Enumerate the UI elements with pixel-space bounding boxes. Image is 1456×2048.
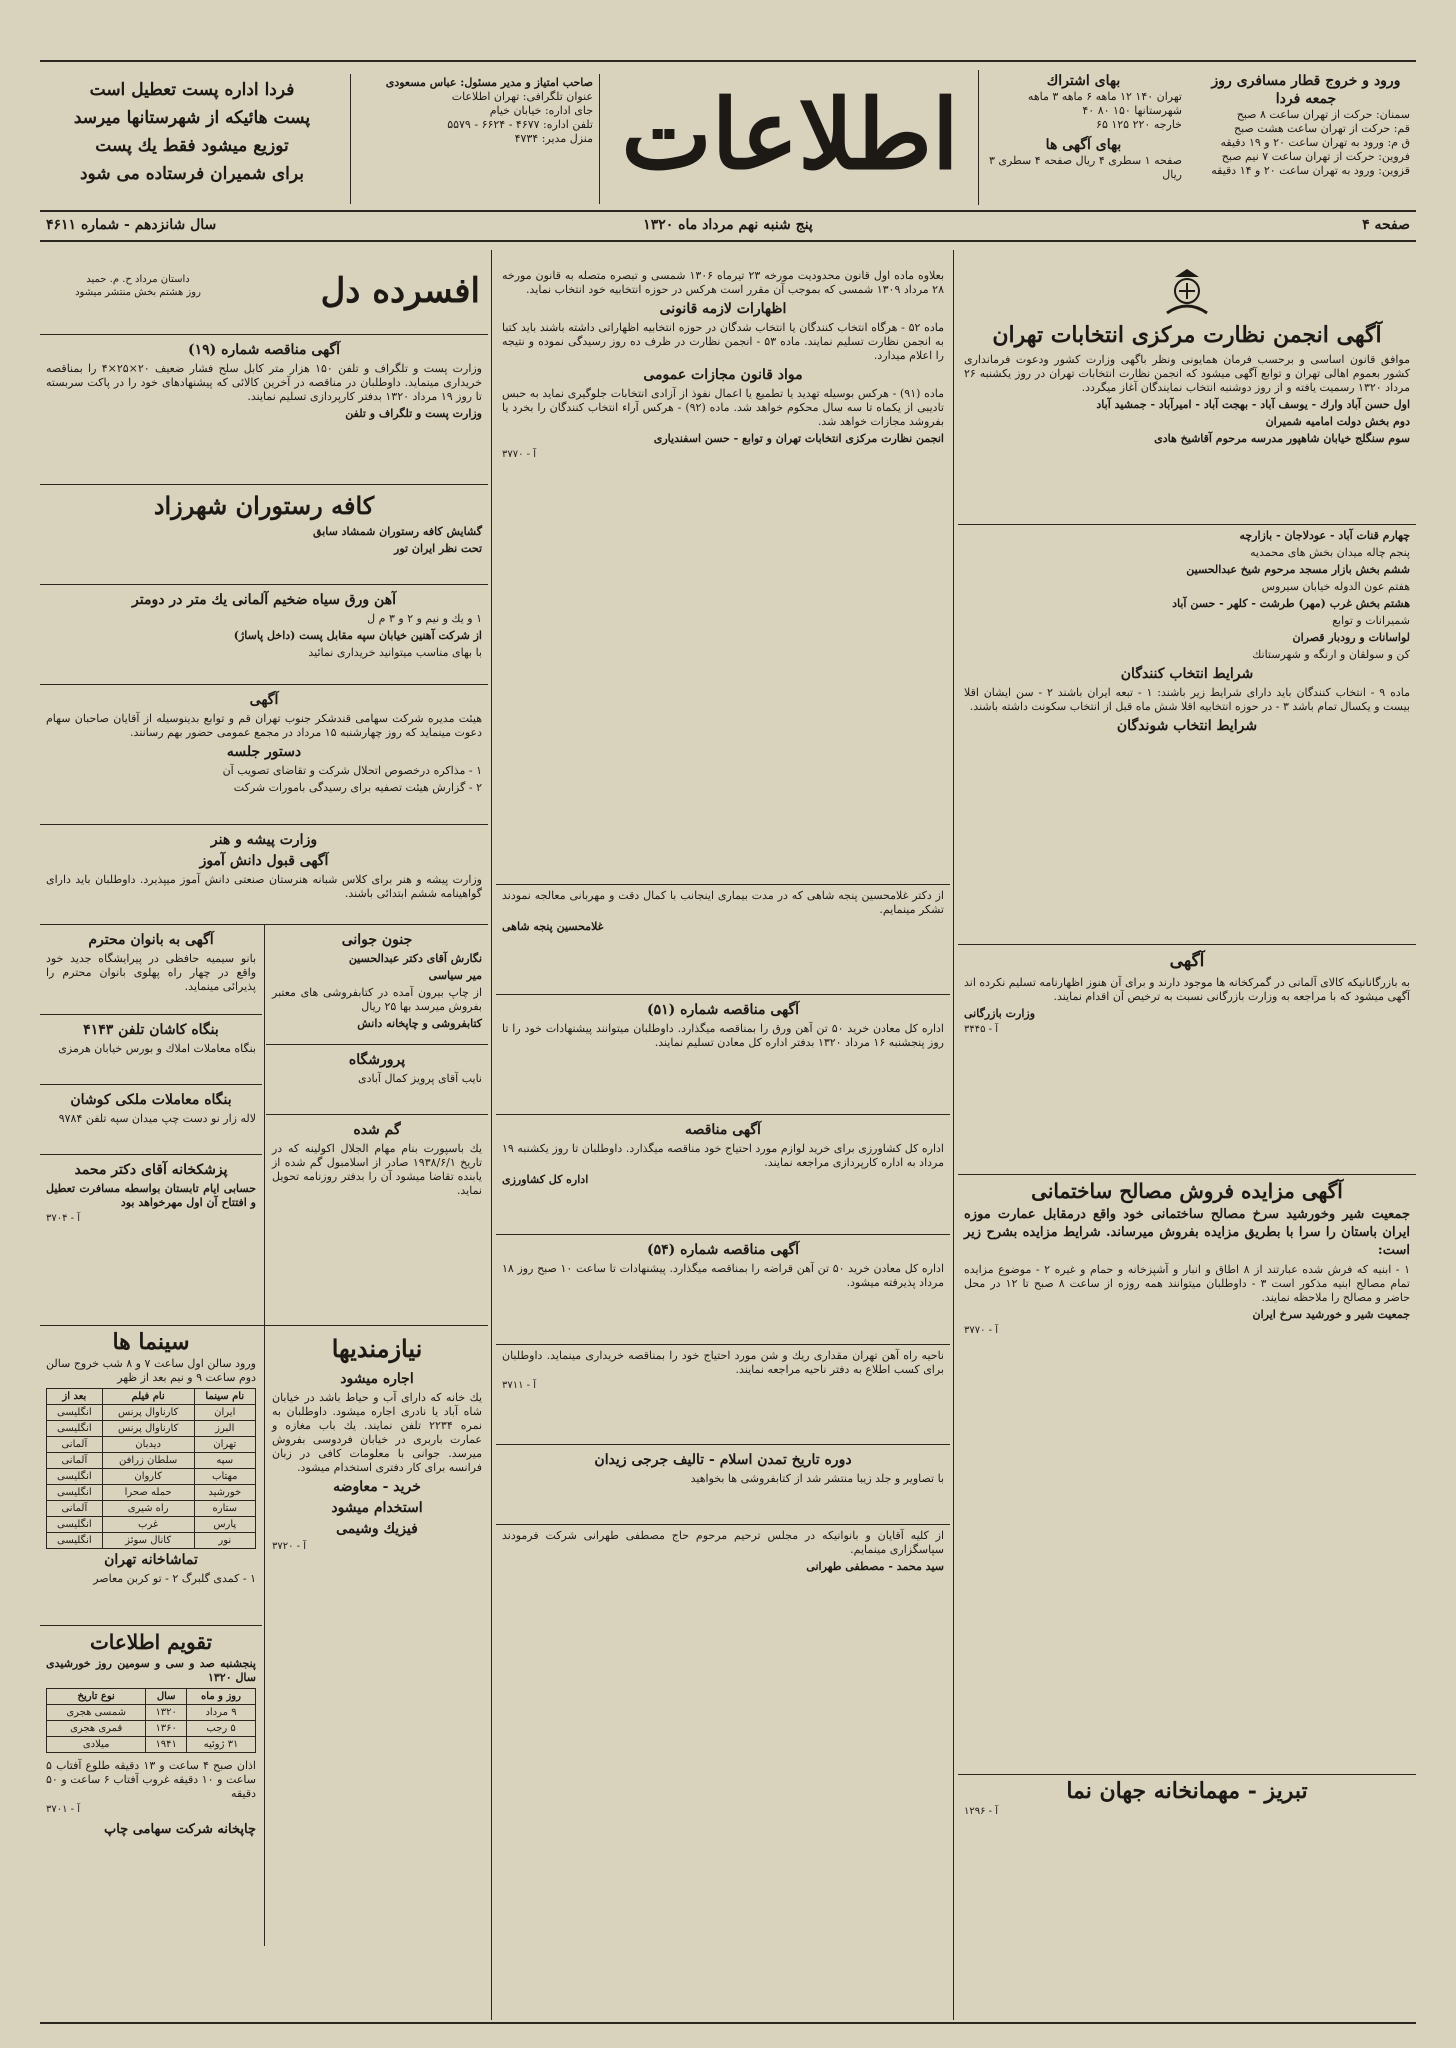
owner-line: صاحب امتیاز و مدیر مسئول: عباس مسعودی [385, 76, 593, 89]
sun-times: اذان صبح ۴ ساعت و ۱۳ دقیقه طلوع آفتاب ۵ ساعت و ۱۰ دقیقه غروب آفتاب ۶ ساعت و ۵۰ دقیقه [46, 1759, 256, 1800]
table-row [47, 1389, 256, 1405]
book-text: با تصاویر و جلد زیبا منتشر شد از کتابفروشی ها بخواهید [690, 1472, 944, 1485]
ads-price-row: صفحه ۱ سطری ۴ ریال صفحه ۴ سطری ۳ ریال [988, 154, 1182, 181]
column-rule [953, 250, 954, 2020]
tender-title: آگهی مناقصه شماره (۱۹) [187, 342, 341, 358]
needs-text: یك خانه که دارای آب و حیاط باشد در خیابان شاه آباد یا نادری اجاره میشود. داوطلبان به نمره ۲۲۳۴ تلفن نمایند. یك باب مغازه و عمارت باربری در خیابان فردوسی بفروش میرسد. جوانی با معلومات کافی در زبان فرانسه برای کار دفتری استخدام میشود. [272, 1391, 483, 1474]
needs-section [266, 1326, 488, 1946]
iron-text: ۱ و یك و نیم و ۲ و ۳ م ل [367, 612, 482, 625]
district: لواسانات و رودبار قصران [1292, 631, 1410, 644]
column-rule [264, 925, 265, 1325]
post-notice-line: توزیع میشود فقط یك پست [95, 136, 289, 156]
tender-title: آگهی مناقصه [685, 1122, 761, 1138]
iron-text: از شرکت آهنین خیابان سپه مقابل پست (داخل پاساژ) [233, 629, 482, 642]
lost-title: گم شده [353, 1122, 401, 1138]
needs-section-title: خرید - معاوضه [333, 1479, 421, 1495]
district: ششم بخش بازار مسجد مرحوم شیخ عبدالحسین [1186, 563, 1410, 576]
small-ads-left [40, 925, 262, 1325]
train-schedule [1196, 70, 1416, 205]
table-cell: انگلیسی [47, 1533, 103, 1549]
table-cell: کانال سوئز [102, 1533, 194, 1549]
cinema-table [46, 1388, 256, 1549]
table-row [47, 1533, 256, 1549]
owner-line: منزل مدیر: ۴۷۳۴ [514, 132, 593, 145]
table-cell: انگلیسی [47, 1421, 103, 1437]
printer-footer: چاپخانه شرکت سهامی چاپ [103, 1822, 256, 1837]
iron-ad [40, 585, 488, 685]
shareholders-title: آگهی [249, 692, 279, 708]
tender-text: اداره کل کشاورزی برای خرید لوازم مورد احتیاج خود مناقصه میگذارد. داوطلبان تا روز یکشنبه ۱۹ مرداد به اداره کارپردازی مراجعه نمایند. [502, 1142, 944, 1169]
book-title: دوره تاریخ تمدن اسلام - تالیف جرجی زیدان [594, 1452, 852, 1468]
district: سوم سنگلج خیابان شاهپور مدرسه مرحوم آقاشیخ هادی [1154, 432, 1410, 445]
table-row [47, 1469, 256, 1485]
masthead-title-area [604, 68, 976, 208]
women-ad [40, 925, 262, 1015]
cafe-sub: گشایش کافه رستوران شمشاد سابق [313, 525, 482, 538]
district: هفتم عون الدوله خیابان سیروس [1261, 580, 1410, 593]
admission-title: آگهی قبول دانش آموز [199, 853, 329, 869]
train-row: قم: حرکت از تهران ساعت هشت صبح [1234, 122, 1410, 135]
small-ads-area [40, 925, 488, 1326]
auction-sign: جمعیت شیر و خورشید سرخ ایران [1252, 1308, 1410, 1321]
table-row [47, 1437, 256, 1453]
classifieds-area [40, 1326, 488, 1946]
lost-text: یك باسپورت بنام مهام الجلال اکولینه که در تاریخ ۱۹۳۸/۶/۱ صادر از اسلامبول گم شده از یابنده تقاضا میشود آن را بدفتر روزنامه تحویل نماید. [272, 1142, 483, 1197]
cinema-title: سینما ها [112, 1329, 190, 1355]
table-row [47, 1721, 256, 1737]
agenda-item: ۱ - مذاکره درخصوص اتحلال شرکت و تقاضای تصویب آن [222, 764, 482, 777]
commerce-notice [958, 945, 1416, 1175]
tender-text: وزارت پست و تلگراف و تلفن ۱۵۰ هزار متر کابل سلح فشار ضعیف ۲۰×۲۵×۴ را بمناقصه خریداری مینماید. داوطلبان در مناقصه در آخرین کالائی که پیشنهادهای خود را در پاکت سربسته تا روز ۱۹ مرداد ۱۳۲۰ بدفتر کارپردازی تسلیم نمایند. [46, 362, 482, 403]
lost-ad [266, 1115, 488, 1325]
table-cell: ۹ مرداد [187, 1705, 256, 1721]
column-rule [264, 1326, 265, 1946]
subscription-row: خارجه ۲۲۰ ۱۲۵ ۶۵ [1096, 118, 1182, 131]
serial-sub: داستان مرداد ح. م. حمید [86, 274, 190, 285]
cinema-section [40, 1326, 262, 1946]
thanks-notice [496, 885, 950, 995]
election-title: آگهی انجمن نظارت مرکزی انتخابات تهران [992, 322, 1382, 348]
owner-line: جای اداره: خیابان خیام [489, 104, 593, 117]
commerce-notice-title: آگهی [1169, 951, 1205, 971]
issue-date: پنج شنبه نهم مرداد ماه ۱۳۲۰ [643, 217, 813, 233]
table-cell: مهتاب [194, 1469, 255, 1485]
table-header: نوع تاریخ [47, 1689, 146, 1705]
election-notice [958, 265, 1416, 525]
table-cell: سلطان زرافن [102, 1453, 194, 1469]
doctor-ad [40, 1155, 262, 1325]
district: هشتم بخش غرب (مهر) طرشت - کلهر - حسن آباد [1172, 597, 1410, 610]
commerce-notice-text: به بازرگانانیکه کالای آلمانی در گمرکخانه ها موجود دارند و برای آن هنوز اظهارنامه تسلیم نکرده اند آگهی میشود که با مراجعه به وزارت بازرگانی نسبت به ترخیص آن اقدام نمایند. [964, 976, 1410, 1003]
voter-rules-title: شرایط انتخاب کنندگان [1120, 666, 1254, 682]
dateline-bottom-rule [40, 240, 1416, 242]
table-cell: آلمانی [47, 1501, 103, 1517]
agenda-title: دستور جلسه [226, 744, 302, 760]
table-row [47, 1689, 256, 1705]
section-text: ماده ۵۲ - هرگاه انتخاب کنندگان یا انتخاب شدگان در حوزه انتخابیه اظهاراتی داشته باشند باید کتبا به انجمن نظارت تسلیم نمایند. ماده ۵۳ - انجمن نظارت در ظرف ده روز رسیدگی نموده و نتیجه را اعلام میدارد. [502, 321, 944, 362]
table-row [47, 1405, 256, 1421]
district: چهارم قنات آباد - عودلاجان - بازارچه [1239, 529, 1410, 542]
table-header: روز و ماه [187, 1689, 256, 1705]
women-title: آگهی به بانوان محترم [88, 932, 214, 948]
ad-reference: آ - ۳۴۴۵ [964, 1024, 998, 1035]
table-cell: دیدبان [102, 1437, 194, 1453]
table-cell: انگلیسی [47, 1517, 103, 1533]
district: اول حسن آباد وارك - یوسف آباد - بهجت آباد - امیرآباد - جمشید آباد [1096, 398, 1410, 411]
needs-title: نیازمندیها [331, 1334, 423, 1363]
table-cell: انگلیسی [47, 1469, 103, 1485]
table-cell: انگلیسی [47, 1405, 103, 1421]
auction-subtitle: جمعیت شیر وخورشید سرخ مصالح ساختمانی خود واقع درمقابل عمارت موزه ایران باستان را سرا با بطریق مزایده بفروش میرساند. شرایط مزایده بشرح زیر است: [964, 1207, 1410, 1258]
section-title: اظهارات لازمه قانونی [659, 301, 787, 317]
ad-reference: آ - ۱۲۹۶ [964, 1806, 998, 1817]
shareholders-text: هیئت مدیره شرکت سهامی قندشکر جنوب تهران قم و توابع بدینوسیله از آقایان صاحبان سهام دعوت مینماید که روز چهارشنبه ۱۵ مرداد در مجمع عمومی حضور بهم رسانند. [46, 712, 482, 739]
hotel-name: تبریز - مهمانخانه جهان نما [1066, 1778, 1308, 1804]
auction-text: ۱ - ابنیه که فرش شده عبارتند از ۸ اطاق و انبار و آشپزخانه و حمام و غیره ۲ - موضوع مزایده تمام مصالح ابنیه مذکور است ۳ - داوطلبان میتوانند همه روزه از ساعت ۸ صبح تا ۱۲ در محل حاضر و مصالح را ملاحظه نمایند. [964, 1263, 1411, 1304]
madness-store: کتابفروشی و چاپخانه دانش [357, 1017, 482, 1030]
table-row [47, 1421, 256, 1437]
district: شمیرانات و توابع [1332, 614, 1410, 627]
serial-story [40, 265, 488, 335]
women-text: بانو سیمیه حافظی در پیرایشگاه جدید خود واقع در چهار راه پهلوی بانوان محترم را پذیرائی مینماید. [46, 952, 256, 993]
voter-rules-text: ماده ۹ - انتخاب کنندگان باید دارای شرایط زیر باشند: ۱ - تبعه ایران باشند ۲ - سن ایشان اقلا بیست و یکسال تمام باشد ۳ - در حوزه انتخابیه اقلا شش ماه قبل از انتخاب سکونت داشته باشند. [964, 686, 1410, 713]
deals-text: لاله زار نو دست چپ میدان سپه تلفن ۹۷۸۴ [58, 1112, 256, 1125]
table-cell: کارناوال پرنس [102, 1421, 194, 1437]
table-cell: ایران [194, 1405, 255, 1421]
candidate-rules-title: شرایط انتخاب شوندگان [1116, 718, 1258, 734]
rental-text: نایب آقای پرویز کمال آبادی [357, 1072, 482, 1085]
table-header: نام فیلم [102, 1389, 194, 1405]
table-row [47, 1517, 256, 1533]
calendar-sub: پنجشنبه صد و سی و سومین روز خورشیدی سال ۱۳۲۰ [46, 1657, 256, 1684]
book-ad [496, 1445, 950, 1525]
table-cell: راه شیری [102, 1501, 194, 1517]
ad-reference: آ - ۳۷۲۰ [272, 1541, 306, 1552]
table-cell: ۱۳۶۰ [146, 1721, 187, 1737]
tender-sign: اداره کل کشاورزی [502, 1173, 589, 1186]
page-number: صفحه ۴ [1362, 217, 1410, 233]
tender-54 [496, 1235, 950, 1345]
column-rule [491, 250, 492, 2020]
ads-price-title: بهای آگهی ها [1045, 137, 1122, 153]
rental-ad [266, 1045, 488, 1115]
serial-title: افسرده دل [320, 271, 480, 311]
table-cell: خورشید [194, 1485, 255, 1501]
district: دوم بخش دولت امامیه شمیران [1265, 415, 1410, 428]
madness-desc: از چاپ بیرون آمده در کتابفروشی های معتبر بفروش میرسد بها ۲۵ ریال [272, 986, 482, 1013]
table-header: سال [146, 1689, 187, 1705]
mourning-text: از کلیه آقایان و بانوانیکه در مجلس ترحیم مرحوم حاج مصطفی طهرانی شرکت فرمودند سپاسگزاری مینمایم. [502, 1529, 944, 1556]
madness-title: جنون جوانی [341, 932, 413, 948]
train-row: سمنان: حرکت از تهران ساعت ۸ صبح [1236, 108, 1410, 121]
ministry-title: وزارت پیشه و هنر [210, 832, 318, 848]
iron-text: با بهای مناسب میتوانید خریداری نمائید [308, 646, 482, 659]
ad-reference: آ - ۳۷۰۴ [46, 1213, 80, 1224]
table-cell: سپه [194, 1453, 255, 1469]
calendar-table [46, 1688, 256, 1753]
table-cell: کارناوال پرنس [102, 1405, 194, 1421]
owner-line: تلفن اداره: ۴۶۷۷ - ۶۶۲۴ - ۵۵۷۹ [447, 118, 593, 131]
column-right [958, 265, 1416, 2015]
calendar-section [40, 1626, 262, 1946]
railway-tender-text: ناحیه راه آهن تهران مقداری ریك و شن مورد احتیاج خود را بمناقصه خریداری مینماید. داوطلبان برای کسب اطلاع به دفتر ناحیه مراجعه نمایند. [502, 1349, 944, 1376]
thanks-text: از دکتر غلامحسین پنجه شاهی که در مدت بیماری اینجانب با کمال دقت و مهربانی معالجه نمودند تشکر مینمایم. [502, 889, 944, 916]
election-articles-text: بعلاوه ماده اول قانون محدودیت مورخه ۲۳ تیرماه ۱۳۰۶ شمسی و تبصره متصله به قانون مورخه ۲۸ مرداد ۱۳۰۹ شمسی که بموجب آن مقرر است هرکس در حوزه انتخابیه خود انتخاب نماید. [502, 269, 945, 296]
cinema-intro: ورود سالن اول ساعت ۷ و ۸ شب خروج سالن دوم ساعت ۹ و نیم بعد از ظهر [46, 1357, 256, 1384]
train-title: ورود و خروج قطار مسافری روز جمعه فردا [1211, 73, 1401, 107]
serial-sub: روز هشتم بخش منتشر میشود [75, 287, 201, 298]
section-text: ماده (۹۱) - هرکس بوسیله تهدید یا تطمیع یا اعمال نفوذ از آزادی انتخابات جلوگیری نماید به حبس تادیبی از یکماه تا سه سال محکوم خواهد شد. ماده (۹۲) - هرکس آراء انتخاب کنندگان را بخرد یا بفروشد مجازات خواهد شد. [502, 387, 944, 428]
tender-agriculture [496, 1115, 950, 1235]
tender-text: اداره کل معادن خرید ۵۰ تن آهن ورق را بمناقصه میگذارد. داوطلبان میتوانند پیشنهادات خود را تا روز پنجشنبه ۱۶ مرداد ۱۳۲۰ بدفتر اداره کل معادن تسلیم نمایند. [502, 1022, 944, 1049]
table-row [47, 1485, 256, 1501]
deals-ad [40, 1085, 262, 1155]
table-cell: البرز [194, 1421, 255, 1437]
table-header: نام سینما [194, 1389, 255, 1405]
auction-notice [958, 1175, 1416, 1775]
theater-title: تماشاخانه تهران [104, 1552, 198, 1568]
ad-reference: آ - ۳۷۷۰ [964, 1325, 998, 1336]
tender-title: آگهی مناقصه شماره (۵۱) [646, 1002, 800, 1018]
issue-number: سال شانزدهم - شماره ۴۶۱۱ [46, 217, 217, 233]
shareholders-notice [40, 685, 488, 825]
table-cell: قمری هجری [47, 1721, 146, 1737]
iron-title: آهن ورق سیاه ضخیم آلمانی یك متر در دومتر [132, 592, 396, 608]
subscription-row: تهران ۱۴۰ ۱۲ ماهه ۶ ماهه ۳ ماهه [1027, 90, 1182, 103]
subscription-box [978, 70, 1188, 205]
table-cell: کاروان [102, 1469, 194, 1485]
owner-info [350, 74, 600, 204]
train-row: قزوین: ورود به تهران ساعت ۲۰ و ۱۴ دقیقه [1211, 164, 1410, 177]
column-left [40, 265, 488, 2015]
table-row [47, 1453, 256, 1469]
bank-title: بنگاه کاشان تلفن ۴۱۴۳ [83, 1022, 219, 1038]
table-cell: پارس [194, 1517, 255, 1533]
newspaper-page [40, 60, 1416, 2025]
table-cell: آلمانی [47, 1437, 103, 1453]
ad-reference: آ - ۳۷۰۱ [46, 1804, 80, 1815]
cafe-title: کافه رستوران شهرزاد [153, 491, 375, 520]
newspaper-title: اطلاعات [621, 78, 959, 191]
election-intro: موافق قانون اساسی و برحسب فرمان همایونی ونظر باگهی وزارت کشور ودعوت فرمانداری کشور بعموم اهالی تهران و توابع آگهی میشود که انجمن نظارت انتخابات تهران در روز یکشنبه ۲۶ مرداد ۱۳۲۰ رسمیت یافته و از روز دوشنبه انتخاب نمایندگان آغاز میگردد. [964, 353, 1410, 394]
owner-line: عنوان تلگرافی: تهران اطلاعات [451, 90, 593, 103]
doctor-title: پزشکخانه آقای دکتر محمد [74, 1162, 228, 1178]
table-header: بعد از [47, 1389, 103, 1405]
post-notice-line: پست هائیکه از شهرستانها میرسد [73, 108, 311, 128]
needs-section-title: استخدام میشود [331, 1500, 423, 1516]
election-sign: انجمن نظارت مرکزی انتخابات تهران و توابع - حسن اسفندیاری [653, 432, 944, 445]
madness-author: میر سیاسی [428, 969, 482, 982]
railway-tender [496, 1345, 950, 1445]
subscription-row: شهرستانها ۱۵۰ ۸۰ ۴۰ [1082, 104, 1182, 117]
table-cell: ۳۱ ژوئیه [187, 1737, 256, 1753]
district: کن و سولقان و ارنگه و شهرستانك [1252, 648, 1410, 661]
needs-section-title: اجاره میشود [340, 1371, 414, 1387]
post-notice-line: فردا اداره پست تعطیل است [89, 80, 295, 100]
table-cell: انگلیسی [47, 1485, 103, 1501]
cafe-ad [40, 485, 488, 585]
section-title: مواد قانون مجازات عمومی [643, 367, 803, 383]
table-row [47, 1705, 256, 1721]
ad-reference: آ - ۳۷۱۱ [502, 1380, 536, 1391]
ad-reference: آ - ۳۷۷۰ [502, 449, 536, 460]
table-cell: ۱۳۲۰ [146, 1705, 187, 1721]
table-row [47, 1501, 256, 1517]
hotel-ad [958, 1775, 1416, 1835]
bottom-rule [40, 2022, 1416, 2024]
table-cell: غرب [102, 1517, 194, 1533]
rental-title: پرورشگاه [348, 1052, 406, 1068]
top-rule [40, 60, 1416, 62]
table-cell: ستاره [194, 1501, 255, 1517]
agenda-item: ۲ - گزارش هیئت تصفیه برای رسیدگی بامورات شرکت [233, 781, 482, 794]
tender-51 [496, 995, 950, 1115]
cafe-sub: تحت نظر ایران تور [394, 542, 482, 555]
auction-title: آگهی مزایده فروش مصالح ساختمانی [1031, 1179, 1343, 1203]
small-ads-right [266, 925, 488, 1325]
train-row: فروین: حرکت از تهران ساعت ۷ نیم صبح [1221, 150, 1410, 163]
deals-title: بنگاه معاملات ملکی کوشان [70, 1092, 232, 1108]
tender-sign: وزارت پست و تلگراف و تلفن [345, 407, 482, 420]
tender-title: آگهی مناقصه شماره (۵۴) [646, 1242, 800, 1258]
needs-section-title: فیزیك وشیمی [336, 1521, 418, 1537]
train-row: ق م: ورود به تهران ساعت ۲۰ و ۱۹ دقیقه [1220, 136, 1410, 149]
madness-book-ad [266, 925, 488, 1045]
district: پنجم چاله میدان بخش های محمدیه [1250, 546, 1410, 559]
table-cell: آلمانی [47, 1453, 103, 1469]
admission-notice [40, 825, 488, 925]
dateline-top-rule [40, 210, 1416, 212]
calendar-title: تقویم اطلاعات [89, 1630, 213, 1654]
election-articles [496, 265, 950, 885]
bank-ad [40, 1015, 262, 1085]
admission-text: وزارت پیشه و هنر برای کلاس شبانه هنرستان صنعتی دانش آموز میپذیرد. داوطلبان باید دارای گواهینامه ششم ابتدائی باشند. [46, 873, 482, 900]
column-middle [496, 265, 950, 2015]
post-tender [40, 335, 488, 485]
table-cell: ۱۹۴۱ [146, 1737, 187, 1753]
bank-text: بنگاه معاملات املاك و بورس خیابان هرمزی [58, 1042, 256, 1055]
thanks-sign: غلامحسین پنجه شاهی [502, 920, 604, 933]
table-cell: نور [194, 1533, 255, 1549]
post-notice [40, 74, 344, 204]
table-cell: میلادی [47, 1737, 146, 1753]
table-cell: ۵ رجب [187, 1721, 256, 1737]
table-cell: شمسی هجری [47, 1705, 146, 1721]
madness-author: نگارش آقای دکتر عبدالحسین [348, 952, 482, 965]
lion-sun-emblem-icon [964, 269, 1410, 319]
election-districts [958, 525, 1416, 945]
post-notice-line: برای شمیران فرستاده می شود [79, 164, 304, 184]
subscription-title: بهای اشتراك [1046, 73, 1121, 89]
table-cell: حمله صحرا [102, 1485, 194, 1501]
mourning-notice [496, 1525, 950, 1645]
table-cell: تهران [194, 1437, 255, 1453]
doctor-text: حسابی ایام تابستان بواسطه مسافرت تعطیل و افتتاح آن اول مهرخواهد بود [46, 1182, 256, 1209]
theater-text: ۱ - کمدی گلبرگ ۲ - تو کربن معاصر [93, 1572, 256, 1585]
table-row [47, 1737, 256, 1753]
tender-text: اداره کل معادن خرید ۵۰ تن آهن قراضه را بمناقصه میگذارد. پیشنهادات تا ساعت ۱۰ صبح روز ۱۸ مرداد پذیرفته میشود. [502, 1262, 945, 1289]
mourning-sign: سید محمد - مصطفی طهرانی [806, 1560, 944, 1573]
commerce-notice-sign: وزارت بازرگانی [964, 1007, 1036, 1020]
